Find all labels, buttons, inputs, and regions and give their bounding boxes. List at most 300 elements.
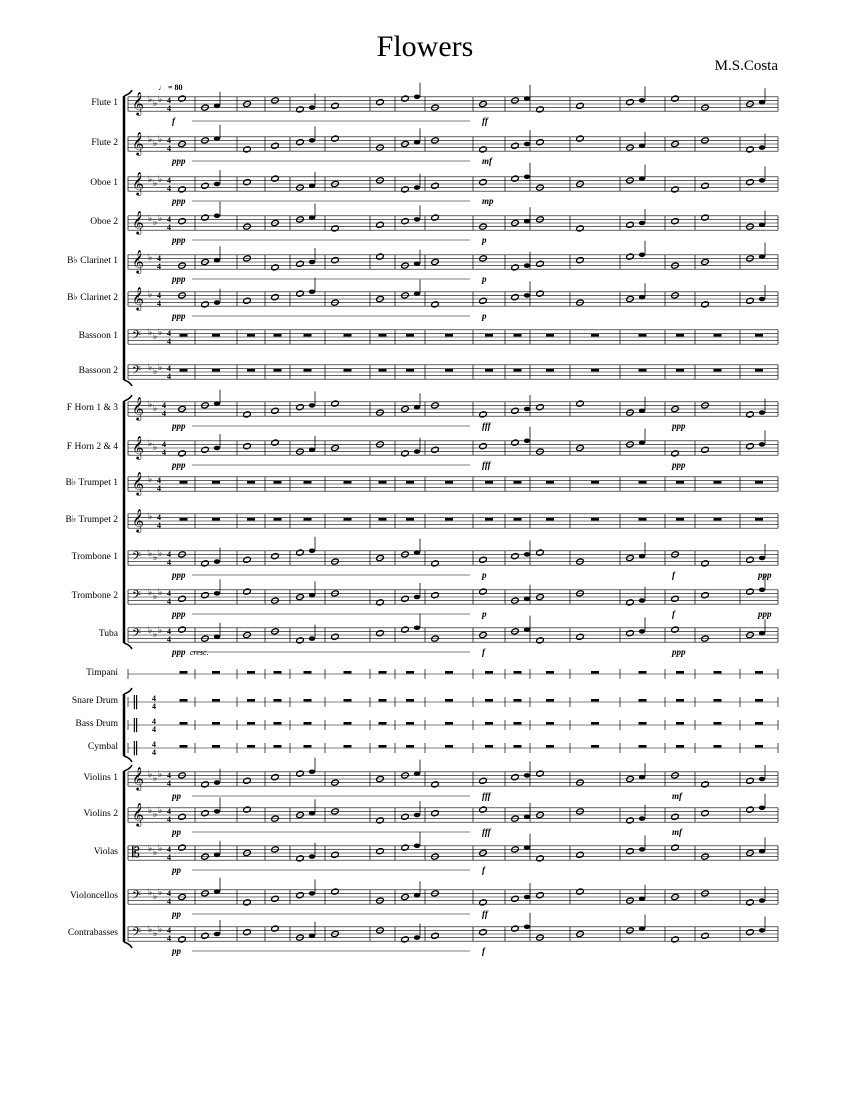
- note-head: [214, 401, 220, 406]
- time-sig-top: 4: [152, 694, 156, 703]
- note-head: [759, 223, 765, 228]
- note-head: [243, 899, 251, 906]
- note-head: [309, 854, 315, 859]
- flat-icon: ♭: [158, 363, 163, 373]
- whole-rest: [247, 334, 255, 337]
- staff-tuba: [128, 614, 778, 657]
- note-head: [243, 806, 251, 813]
- note-head: [331, 257, 339, 264]
- note-head: [479, 297, 487, 304]
- flat-icon: ♭: [148, 400, 153, 410]
- instrument-label-trombone2: Trombone 2: [71, 591, 118, 601]
- note-head: [576, 888, 584, 895]
- whole-rest: [714, 671, 722, 674]
- flat-icon: ♭: [158, 175, 163, 185]
- dynamic-marking: f: [482, 647, 485, 657]
- note-head: [576, 225, 584, 232]
- note-head: [759, 777, 765, 782]
- staff-clarinet2: [128, 278, 778, 321]
- note-head: [759, 588, 765, 593]
- note-head: [271, 895, 279, 902]
- note-head: [479, 806, 487, 813]
- dynamic-marking: ppp: [172, 274, 186, 284]
- note-head: [243, 777, 251, 784]
- dynamic-marking: fff: [482, 791, 491, 801]
- note-head: [271, 294, 279, 301]
- note-head: [701, 810, 709, 817]
- whole-rest: [714, 722, 722, 725]
- note-head: [414, 595, 420, 600]
- whole-rest: [304, 745, 312, 748]
- time-sig-bottom: 4: [162, 448, 166, 457]
- note-head: [201, 301, 209, 308]
- time-sig-bottom: 4: [167, 597, 171, 606]
- bracket-top: [124, 90, 132, 96]
- note-head: [414, 844, 420, 849]
- whole-rest: [485, 671, 493, 674]
- time-sig-top: 4: [167, 807, 171, 816]
- note-head: [626, 599, 634, 606]
- note-head: [524, 219, 530, 224]
- whole-rest: [406, 481, 414, 484]
- whole-rest: [514, 369, 522, 372]
- whole-rest: [639, 699, 647, 702]
- whole-rest: [546, 334, 554, 337]
- dynamic-marking: p: [482, 235, 487, 245]
- flat-icon: ♭: [158, 588, 163, 598]
- note-head: [671, 813, 679, 820]
- note-head: [759, 297, 765, 302]
- note-head: [414, 405, 420, 410]
- clef-icon: ‖: [132, 740, 139, 756]
- whole-rest: [274, 699, 282, 702]
- note-head: [626, 253, 634, 260]
- whole-rest: [485, 722, 493, 725]
- time-sig-bottom: 4: [152, 725, 156, 734]
- flat-icon: ♭: [158, 888, 163, 898]
- note-head: [671, 218, 679, 225]
- whole-rest: [514, 699, 522, 702]
- note-head: [214, 809, 220, 814]
- clef-icon: 𝄡: [132, 845, 140, 861]
- note-head: [331, 102, 339, 109]
- note-head: [536, 106, 544, 113]
- whole-rest: [639, 518, 647, 521]
- whole-rest: [344, 369, 352, 372]
- clef-icon: 𝄢: [132, 589, 142, 605]
- dynamic-marking: fff: [482, 421, 491, 431]
- flat-icon: ♭: [158, 549, 163, 559]
- note-head: [214, 635, 220, 640]
- whole-rest: [212, 481, 220, 484]
- note-head: [759, 145, 765, 150]
- instrument-label-clarinet1: B♭ Clarinet 1: [67, 256, 118, 266]
- note-head: [201, 810, 209, 817]
- note-head: [414, 449, 420, 454]
- flat-icon: ♭: [148, 770, 153, 780]
- whole-rest: [406, 722, 414, 725]
- note-head: [479, 588, 487, 595]
- whole-rest: [639, 671, 647, 674]
- note-head: [626, 99, 634, 106]
- note-head: [536, 892, 544, 899]
- bracket-top: [124, 765, 132, 771]
- whole-rest: [546, 518, 554, 521]
- whole-rest: [676, 745, 684, 748]
- note-head: [309, 290, 315, 295]
- note-head: [524, 407, 530, 412]
- flat-icon: ♭: [158, 925, 163, 935]
- flat-icon: ♭: [148, 888, 153, 898]
- dynamic-marking: f: [172, 116, 175, 126]
- staff-horn13: [128, 390, 778, 431]
- clef-icon: 𝄞: [132, 396, 144, 420]
- note-head: [479, 777, 487, 784]
- dynamic-marking: ppp: [172, 421, 186, 431]
- note-head: [296, 892, 304, 899]
- whole-rest: [591, 722, 599, 725]
- whole-rest: [212, 518, 220, 521]
- time-sig-top: 4: [167, 771, 171, 780]
- flat-icon: ♭: [153, 553, 158, 563]
- note-head: [536, 549, 544, 556]
- time-sig-top: 4: [152, 740, 156, 749]
- flat-icon: ♭: [148, 253, 153, 263]
- note-head: [511, 142, 519, 149]
- note-head: [414, 262, 420, 267]
- flat-icon: ♭: [153, 139, 158, 149]
- note-head: [214, 300, 220, 305]
- note-head: [759, 254, 765, 259]
- note-head: [479, 556, 487, 563]
- instrument-label-trumpet2: B♭ Trumpet 2: [65, 515, 118, 525]
- flat-icon: ♭: [158, 95, 163, 105]
- bracket-bottom: [124, 380, 132, 386]
- note-head: [479, 929, 487, 936]
- instrument-label-bassoon2: Bassoon 2: [78, 366, 118, 376]
- note-head: [201, 781, 209, 788]
- clef-icon: 𝄞: [132, 286, 144, 310]
- whole-rest: [676, 671, 684, 674]
- whole-rest: [379, 671, 387, 674]
- bracket-top: [124, 688, 132, 694]
- dynamic-marking: mf: [672, 827, 682, 837]
- whole-rest: [676, 699, 684, 702]
- time-sig-bottom: 4: [152, 702, 156, 711]
- note-head: [201, 592, 209, 599]
- note-head: [511, 264, 519, 271]
- whole-rest: [514, 671, 522, 674]
- whole-rest: [755, 722, 763, 725]
- flat-icon: ♭: [148, 549, 153, 559]
- note-head: [576, 135, 584, 142]
- tempo-marking: ♩ = 80: [158, 83, 183, 92]
- cresc-text: cresc.: [190, 648, 209, 657]
- flat-icon: ♭: [153, 367, 158, 377]
- note-head: [296, 290, 304, 297]
- flat-icon: ♭: [153, 774, 158, 784]
- note-head: [309, 891, 315, 896]
- note-head: [201, 214, 209, 221]
- note-head: [759, 100, 765, 105]
- note-head: [759, 898, 765, 903]
- instrument-label-flute1: Flute 1: [91, 98, 118, 108]
- note-head: [243, 443, 251, 450]
- clef-icon: ‖: [132, 717, 139, 733]
- bracket-bottom: [124, 756, 132, 762]
- note-head: [576, 851, 584, 858]
- whole-rest: [676, 722, 684, 725]
- note-head: [524, 293, 530, 298]
- instrument-label-oboe1: Oboe 1: [90, 178, 118, 188]
- flat-icon: ♭: [148, 328, 153, 338]
- instrument-label-violins1: Violins 1: [83, 773, 118, 783]
- flat-icon: ♭: [153, 892, 158, 902]
- note-head: [524, 439, 530, 444]
- dynamic-marking: p: [482, 609, 487, 619]
- time-sig-bottom: 4: [157, 521, 161, 530]
- flat-icon: ♭: [153, 630, 158, 640]
- note-head: [178, 186, 186, 193]
- note-head: [214, 104, 220, 109]
- note-head: [626, 848, 634, 855]
- whole-rest: [180, 745, 188, 748]
- time-sig-bottom: 4: [167, 372, 171, 381]
- note-head: [639, 295, 645, 300]
- note-head: [639, 221, 645, 226]
- note-head: [431, 182, 439, 189]
- whole-rest: [304, 699, 312, 702]
- dynamic-marking: ppp: [172, 235, 186, 245]
- note-head: [414, 935, 420, 940]
- staff-trombone2: [128, 576, 778, 619]
- dynamic-marking: fff: [482, 460, 491, 470]
- staff-clarinet1: [128, 241, 778, 284]
- time-sig-bottom: 4: [157, 299, 161, 308]
- flat-icon: ♭: [148, 135, 153, 145]
- flat-icon: ♭: [148, 95, 153, 105]
- dynamic-marking: f: [482, 865, 485, 875]
- flat-icon: ♭: [158, 135, 163, 145]
- whole-rest: [514, 334, 522, 337]
- time-sig-bottom: 4: [167, 144, 171, 153]
- instrument-label-snare: Snare Drum: [71, 696, 118, 706]
- note-head: [639, 253, 645, 258]
- note-head: [296, 404, 304, 411]
- dynamic-marking: p: [482, 274, 487, 284]
- note-head: [746, 556, 754, 563]
- whole-rest: [591, 745, 599, 748]
- note-head: [701, 781, 709, 788]
- note-head: [376, 848, 384, 855]
- whole-rest: [344, 518, 352, 521]
- note-head: [511, 439, 519, 446]
- time-sig-top: 4: [152, 717, 156, 726]
- clef-icon: 𝄞: [132, 435, 144, 459]
- dynamic-marking: ppp: [172, 460, 186, 470]
- note-head: [271, 925, 279, 932]
- staff-contrabasses: [128, 913, 778, 956]
- dynamic-marking: pp: [172, 909, 181, 919]
- note-head: [414, 95, 420, 100]
- clef-icon: 𝄢: [132, 889, 142, 905]
- whole-rest: [755, 518, 763, 521]
- note-head: [759, 806, 765, 811]
- note-head: [746, 929, 754, 936]
- note-head: [271, 264, 279, 271]
- note-head: [639, 554, 645, 559]
- whole-rest: [445, 745, 453, 748]
- flat-icon: ♭: [148, 806, 153, 816]
- note-head: [536, 770, 544, 777]
- time-sig-top: 4: [162, 440, 166, 449]
- whole-rest: [212, 745, 220, 748]
- whole-rest: [676, 481, 684, 484]
- note-head: [431, 214, 439, 221]
- note-head: [431, 560, 439, 567]
- clef-icon: 𝄢: [132, 550, 142, 566]
- note-head: [376, 99, 384, 106]
- dynamic-marking: p: [482, 570, 487, 580]
- note-head: [243, 146, 251, 153]
- note-head: [331, 851, 339, 858]
- note-head: [414, 140, 420, 145]
- note-head: [746, 297, 754, 304]
- time-sig-top: 4: [167, 215, 171, 224]
- dynamic-marking: pp: [172, 946, 181, 956]
- whole-rest: [676, 334, 684, 337]
- whole-rest: [514, 745, 522, 748]
- whole-rest: [274, 722, 282, 725]
- note-head: [414, 771, 420, 776]
- note-head: [746, 588, 754, 595]
- instrument-label-cymbal: Cymbal: [87, 742, 118, 752]
- whole-rest: [639, 334, 647, 337]
- clef-icon: ‖: [132, 694, 139, 710]
- time-sig-top: 4: [157, 291, 161, 300]
- clef-icon: 𝄢: [132, 364, 142, 380]
- time-sig-bottom: 4: [157, 484, 161, 493]
- note-head: [201, 182, 209, 189]
- whole-rest: [247, 481, 255, 484]
- note-head: [524, 815, 530, 820]
- whole-rest: [546, 481, 554, 484]
- note-head: [401, 595, 409, 602]
- note-head: [178, 936, 186, 943]
- note-head: [309, 260, 315, 265]
- note-head: [671, 936, 679, 943]
- dynamic-marking: pp: [172, 791, 181, 801]
- note-head: [639, 176, 645, 181]
- whole-rest: [212, 671, 220, 674]
- note-head: [331, 633, 339, 640]
- note-head: [401, 844, 409, 851]
- whole-rest: [406, 699, 414, 702]
- note-head: [309, 934, 315, 939]
- time-sig-top: 4: [167, 329, 171, 338]
- whole-rest: [406, 334, 414, 337]
- note-head: [296, 549, 304, 556]
- flat-icon: ♭: [148, 588, 153, 598]
- note-head: [639, 775, 645, 780]
- time-sig-bottom: 4: [167, 779, 171, 788]
- note-head: [271, 774, 279, 781]
- dynamic-marking: ppp: [672, 647, 686, 657]
- dynamic-marking: ppp: [172, 647, 186, 657]
- note-head: [639, 897, 645, 902]
- note-head: [296, 139, 304, 146]
- note-head: [178, 595, 186, 602]
- note-head: [401, 813, 409, 820]
- staff-flute1: [128, 83, 778, 126]
- dynamic-marking: ppp: [672, 460, 686, 470]
- flat-icon: ♭: [153, 929, 158, 939]
- note-head: [746, 443, 754, 450]
- whole-rest: [445, 369, 453, 372]
- time-sig-top: 4: [157, 476, 161, 485]
- whole-rest: [639, 369, 647, 372]
- whole-rest: [514, 481, 522, 484]
- time-sig-top: 4: [167, 136, 171, 145]
- clef-icon: 𝄞: [132, 249, 144, 273]
- time-sig-top: 4: [167, 589, 171, 598]
- instrument-label-tuba: Tuba: [98, 629, 118, 639]
- clef-icon: 𝄢: [132, 627, 142, 643]
- note-head: [431, 932, 439, 939]
- whole-rest: [180, 722, 188, 725]
- staff-violas: [128, 832, 778, 875]
- note-head: [524, 845, 530, 850]
- clef-icon: 𝄞: [132, 171, 144, 195]
- whole-rest: [274, 671, 282, 674]
- time-sig-bottom: 4: [167, 815, 171, 824]
- flat-icon: ♭: [148, 512, 153, 522]
- flat-icon: ♭: [153, 443, 158, 453]
- whole-rest: [546, 745, 554, 748]
- whole-rest: [485, 745, 493, 748]
- time-sig-top: 4: [167, 96, 171, 105]
- note-head: [759, 928, 765, 933]
- staff-cellos: [128, 878, 778, 919]
- note-head: [524, 175, 530, 180]
- clef-icon: 𝄢: [132, 926, 142, 942]
- note-head: [536, 260, 544, 267]
- note-head: [178, 450, 186, 457]
- dynamic-marking: f: [482, 946, 485, 956]
- note-head: [671, 626, 679, 633]
- whole-rest: [247, 369, 255, 372]
- flat-icon: ♭: [153, 404, 158, 414]
- whole-rest: [344, 745, 352, 748]
- note-head: [524, 263, 530, 268]
- note-head: [309, 215, 315, 220]
- staff-trumpet1: [128, 471, 778, 496]
- note-head: [296, 637, 304, 644]
- note-head: [479, 411, 487, 418]
- flat-icon: ♭: [158, 770, 163, 780]
- note-head: [214, 446, 220, 451]
- time-sig-top: 4: [167, 889, 171, 898]
- note-head: [201, 560, 209, 567]
- note-head: [214, 932, 220, 937]
- whole-rest: [406, 745, 414, 748]
- clef-icon: 𝄢: [132, 329, 142, 345]
- time-sig-bottom: 4: [167, 635, 171, 644]
- whole-rest: [274, 518, 282, 521]
- time-sig-bottom: 4: [167, 223, 171, 232]
- time-sig-top: 4: [167, 926, 171, 935]
- instrument-label-violins2: Violins 2: [83, 809, 118, 819]
